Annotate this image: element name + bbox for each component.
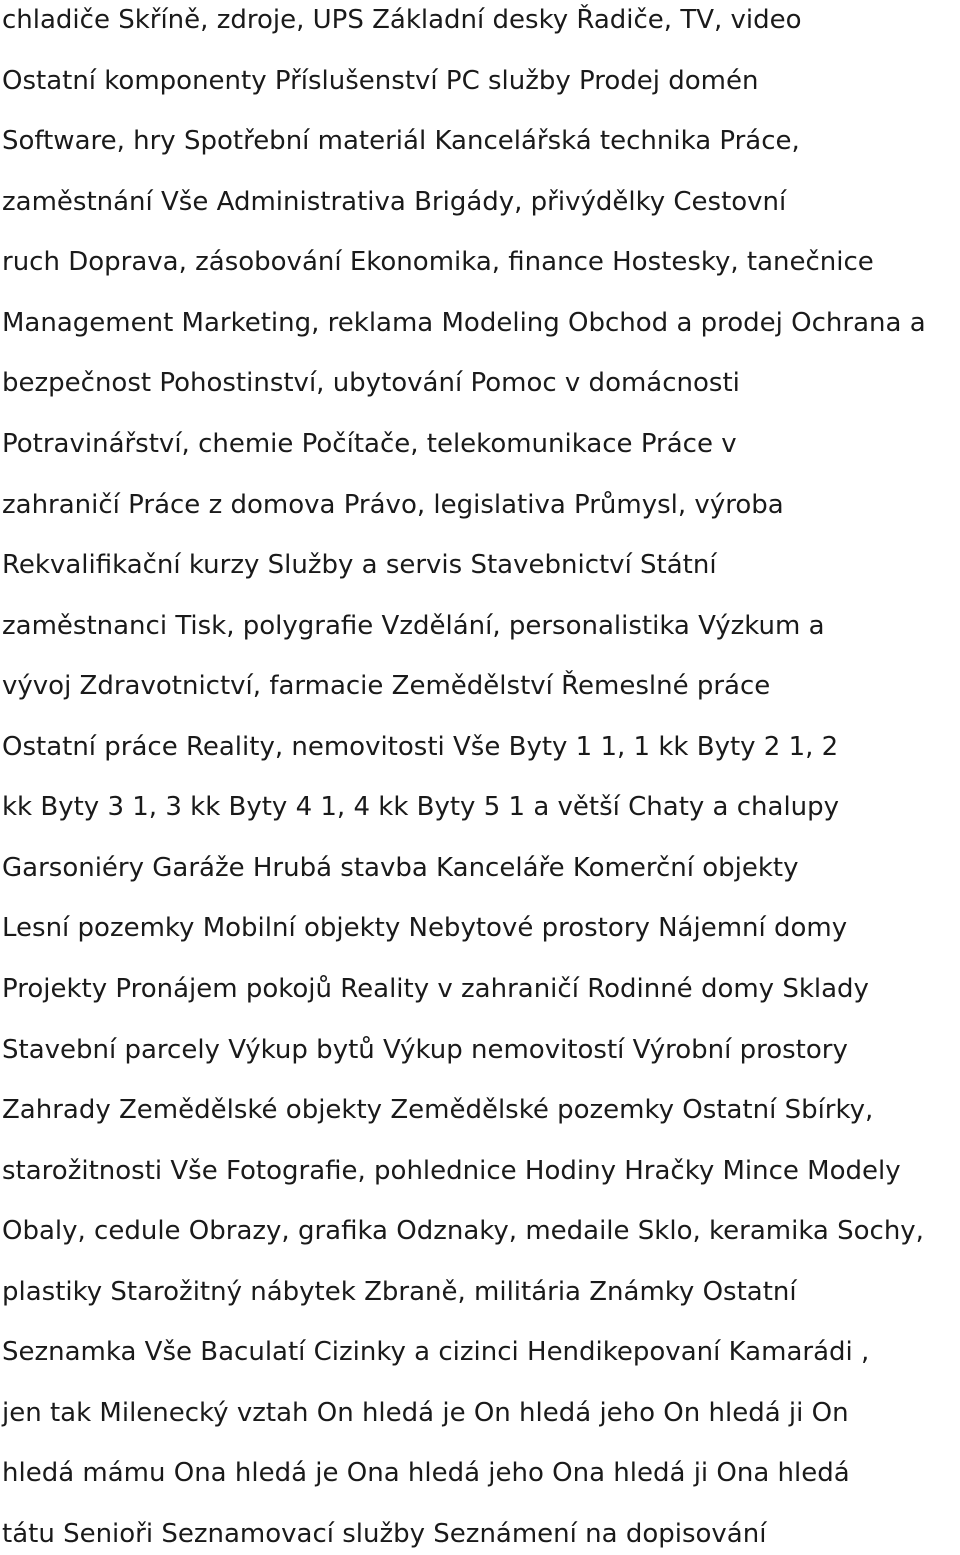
category-text-line[interactable]: Garsoniéry Garáže Hrubá stavba Kanceláře Komerční objekty: [2, 853, 799, 883]
category-text-line[interactable]: vývoj Zdravotnictví, farmacie Zemědělství Řemeslné práce: [2, 671, 771, 701]
category-text-line[interactable]: ruch Doprava, zásobování Ekonomika, finance Hostesky, tanečnice: [2, 247, 874, 277]
category-text-line[interactable]: kk Byty 3 1, 3 kk Byty 4 1, 4 kk Byty 5 1 a větší Chaty a chalupy: [2, 792, 840, 822]
category-text-line[interactable]: plastiky Starožitný nábytek Zbraně, militária Známky Ostatní: [2, 1277, 797, 1307]
category-text-line[interactable]: tátu Senioři Seznamovací služby Seznámení na dopisování: [2, 1519, 767, 1549]
category-text-line[interactable]: Ostatní komponenty Příslušenství PC služby Prodej domén: [2, 66, 759, 96]
category-text-line[interactable]: Zahrady Zemědělské objekty Zemědělské pozemky Ostatní Sbírky,: [2, 1095, 874, 1125]
category-text-line[interactable]: zahraničí Práce z domova Právo, legislativa Průmysl, výroba: [2, 490, 784, 520]
category-text-line[interactable]: zaměstnanci Tisk, polygrafie Vzdělání, personalistika Výzkum a: [2, 611, 825, 641]
category-text-line[interactable]: Management Marketing, reklama Modeling Obchod a prodej Ochrana a: [2, 308, 926, 338]
category-text-line[interactable]: bezpečnost Pohostinství, ubytování Pomoc v domácnosti: [2, 368, 740, 398]
category-text-line[interactable]: hledá mámu Ona hledá je Ona hledá jeho Ona hledá ji Ona hledá: [2, 1458, 850, 1488]
category-text-line[interactable]: chladiče Skříně, zdroje, UPS Základní desky Řadiče, TV, video: [2, 5, 802, 35]
category-text-line[interactable]: Seznamka Vše Baculatí Cizinky a cizinci Hendikepovaní Kamarádi ,: [2, 1337, 870, 1367]
category-text-line[interactable]: starožitnosti Vše Fotografie, pohlednice Hodiny Hračky Mince Modely: [2, 1156, 901, 1186]
category-text-line[interactable]: Rekvalifikační kurzy Služby a servis Stavebnictví Státní: [2, 550, 717, 580]
category-text-line[interactable]: jen tak Milenecký vztah On hledá je On hledá jeho On hledá ji On: [2, 1398, 849, 1428]
category-text-line[interactable]: Lesní pozemky Mobilní objekty Nebytové prostory Nájemní domy: [2, 913, 848, 943]
category-text-line[interactable]: zaměstnání Vše Administrativa Brigády, přivýdělky Cestovní: [2, 187, 787, 217]
category-text-line[interactable]: Potravinářství, chemie Počítače, telekomunikace Práce v: [2, 429, 737, 459]
category-text-line[interactable]: Stavební parcely Výkup bytů Výkup nemovitostí Výrobní prostory: [2, 1035, 848, 1065]
category-text-line[interactable]: Obaly, cedule Obrazy, grafika Odznaky, medaile Sklo, keramika Sochy,: [2, 1216, 924, 1246]
category-text-line[interactable]: Software, hry Spotřební materiál Kancelářská technika Práce,: [2, 126, 800, 156]
category-text-line[interactable]: Projekty Pronájem pokojů Reality v zahraničí Rodinné domy Sklady: [2, 974, 869, 1004]
category-text-line[interactable]: Ostatní práce Reality, nemovitosti Vše Byty 1 1, 1 kk Byty 2 1, 2: [2, 732, 839, 762]
